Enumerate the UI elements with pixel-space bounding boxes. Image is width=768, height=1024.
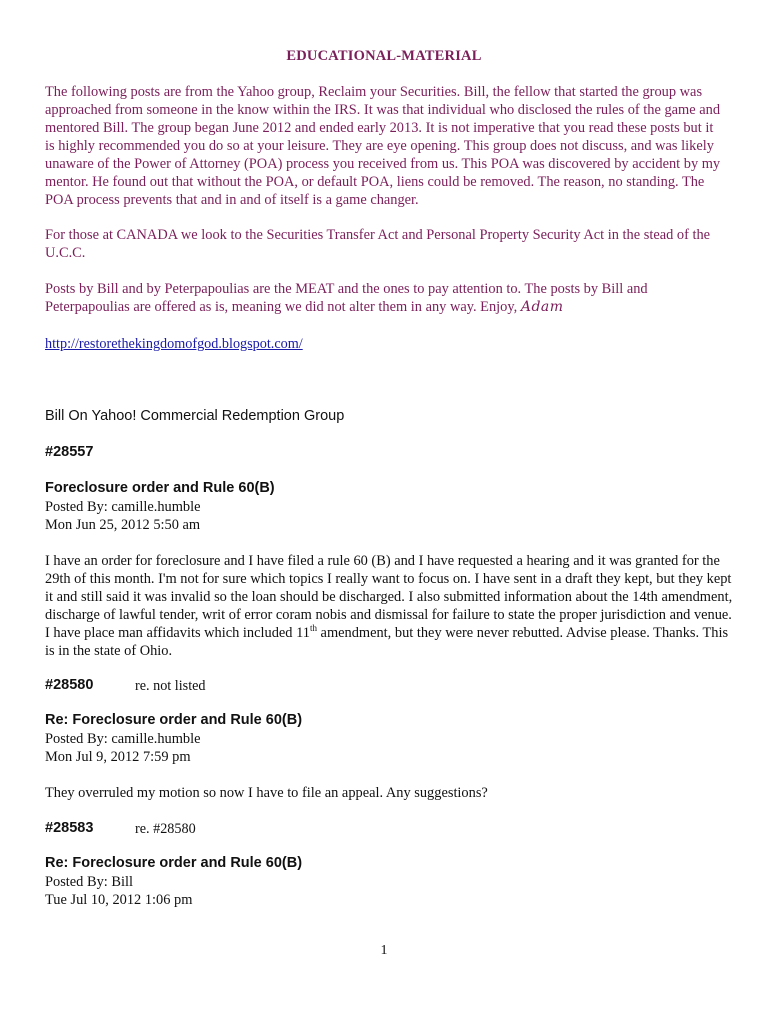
post-date: Mon Jun 25, 2012 5:50 am — [45, 517, 201, 533]
post-author: Posted By: camille.humble — [45, 499, 201, 515]
post-subject: Foreclosure order and Rule 60(B) — [45, 480, 275, 496]
post-date: Tue Jul 10, 2012 1:06 pm — [45, 892, 193, 908]
post-reply-reference: re. #28580 — [135, 821, 196, 837]
signature: Adam — [520, 299, 564, 315]
post-reply-reference: re. not listed — [135, 678, 206, 694]
blog-link[interactable]: http://restorethekingdomofgod.blogspot.com/ — [45, 336, 303, 352]
post-author: Posted By: Bill — [45, 874, 133, 890]
intro-paragraph-1: The following posts are from the Yahoo group, Reclaim your Securities. Bill, the fellow that started the group was approached from someone in the know within the IRS. It was that individual who disclosed the rules of the game and mentored Bill. The group began June 2012 and ended early 2013. It is not imperative that you read these posts but it is highly recommended you do so at your leisure. They are eye opening. This group does not discuss, and was likely unaware of the Power of Attorney (POA) process you received from us. This POA was discovered by accident by my mentor. He found out that without the POA, or default POA, liens could be removed. The reason, no standing. The POA process prevents that and in and of itself is a game changer. — [45, 84, 721, 208]
post-number: #28557 — [45, 444, 94, 460]
post-date: Mon Jul 9, 2012 7:59 pm — [45, 749, 191, 765]
post-body-text: I have an order for foreclosure and I have filed a rule 60 (B) and I have requested a hearing and it was granted for the 29th of this month. I'm not for sure which topics I really want to focus on. I have sent in a draft they kept, but they kept it and still said it was invalid so the loan should be discharged. I also submitted information about the 14th amendment, discharge of lawful tender, writ of error coram nobis and dismissal for failure to state the proper jurisdiction and venue. I have place man affidavits which included 11 — [45, 553, 733, 641]
intro-paragraph-3 — [45, 280, 725, 316]
intro-paragraph-3-text: Posts by Bill and by Peterpapoulias are the MEAT and the ones to pay attention to. The posts by Bill and Peterpapoulias are offered as is, meaning we did not alter them in any way. Enjoy, — [45, 281, 648, 315]
document-title: EDUCATIONAL-MATERIAL — [286, 48, 482, 64]
post-number: #28580 — [45, 677, 94, 693]
post-subject: Re: Foreclosure order and Rule 60(B) — [45, 712, 303, 728]
post-number: #28583 — [45, 820, 94, 836]
post-body — [45, 552, 735, 660]
post-subject: Re: Foreclosure order and Rule 60(B) — [45, 855, 303, 871]
page-number: 1 — [380, 943, 388, 958]
intro-paragraph-2: For those at CANADA we look to the Securities Transfer Act and Personal Property Security Act in the stead of the U.C.C. — [45, 227, 711, 261]
post-author: Posted By: camille.humble — [45, 731, 201, 747]
group-title: Bill On Yahoo! Commercial Redemption Group — [45, 408, 345, 424]
post-body-superscript: th — [309, 623, 317, 634]
post-body-text-continued: amendment, but they were never rebutted. Advise please. Thanks. This is in the state of Ohio. — [45, 625, 729, 659]
post-body: They overruled my motion so now I have to file an appeal. Any suggestions? — [45, 785, 488, 801]
